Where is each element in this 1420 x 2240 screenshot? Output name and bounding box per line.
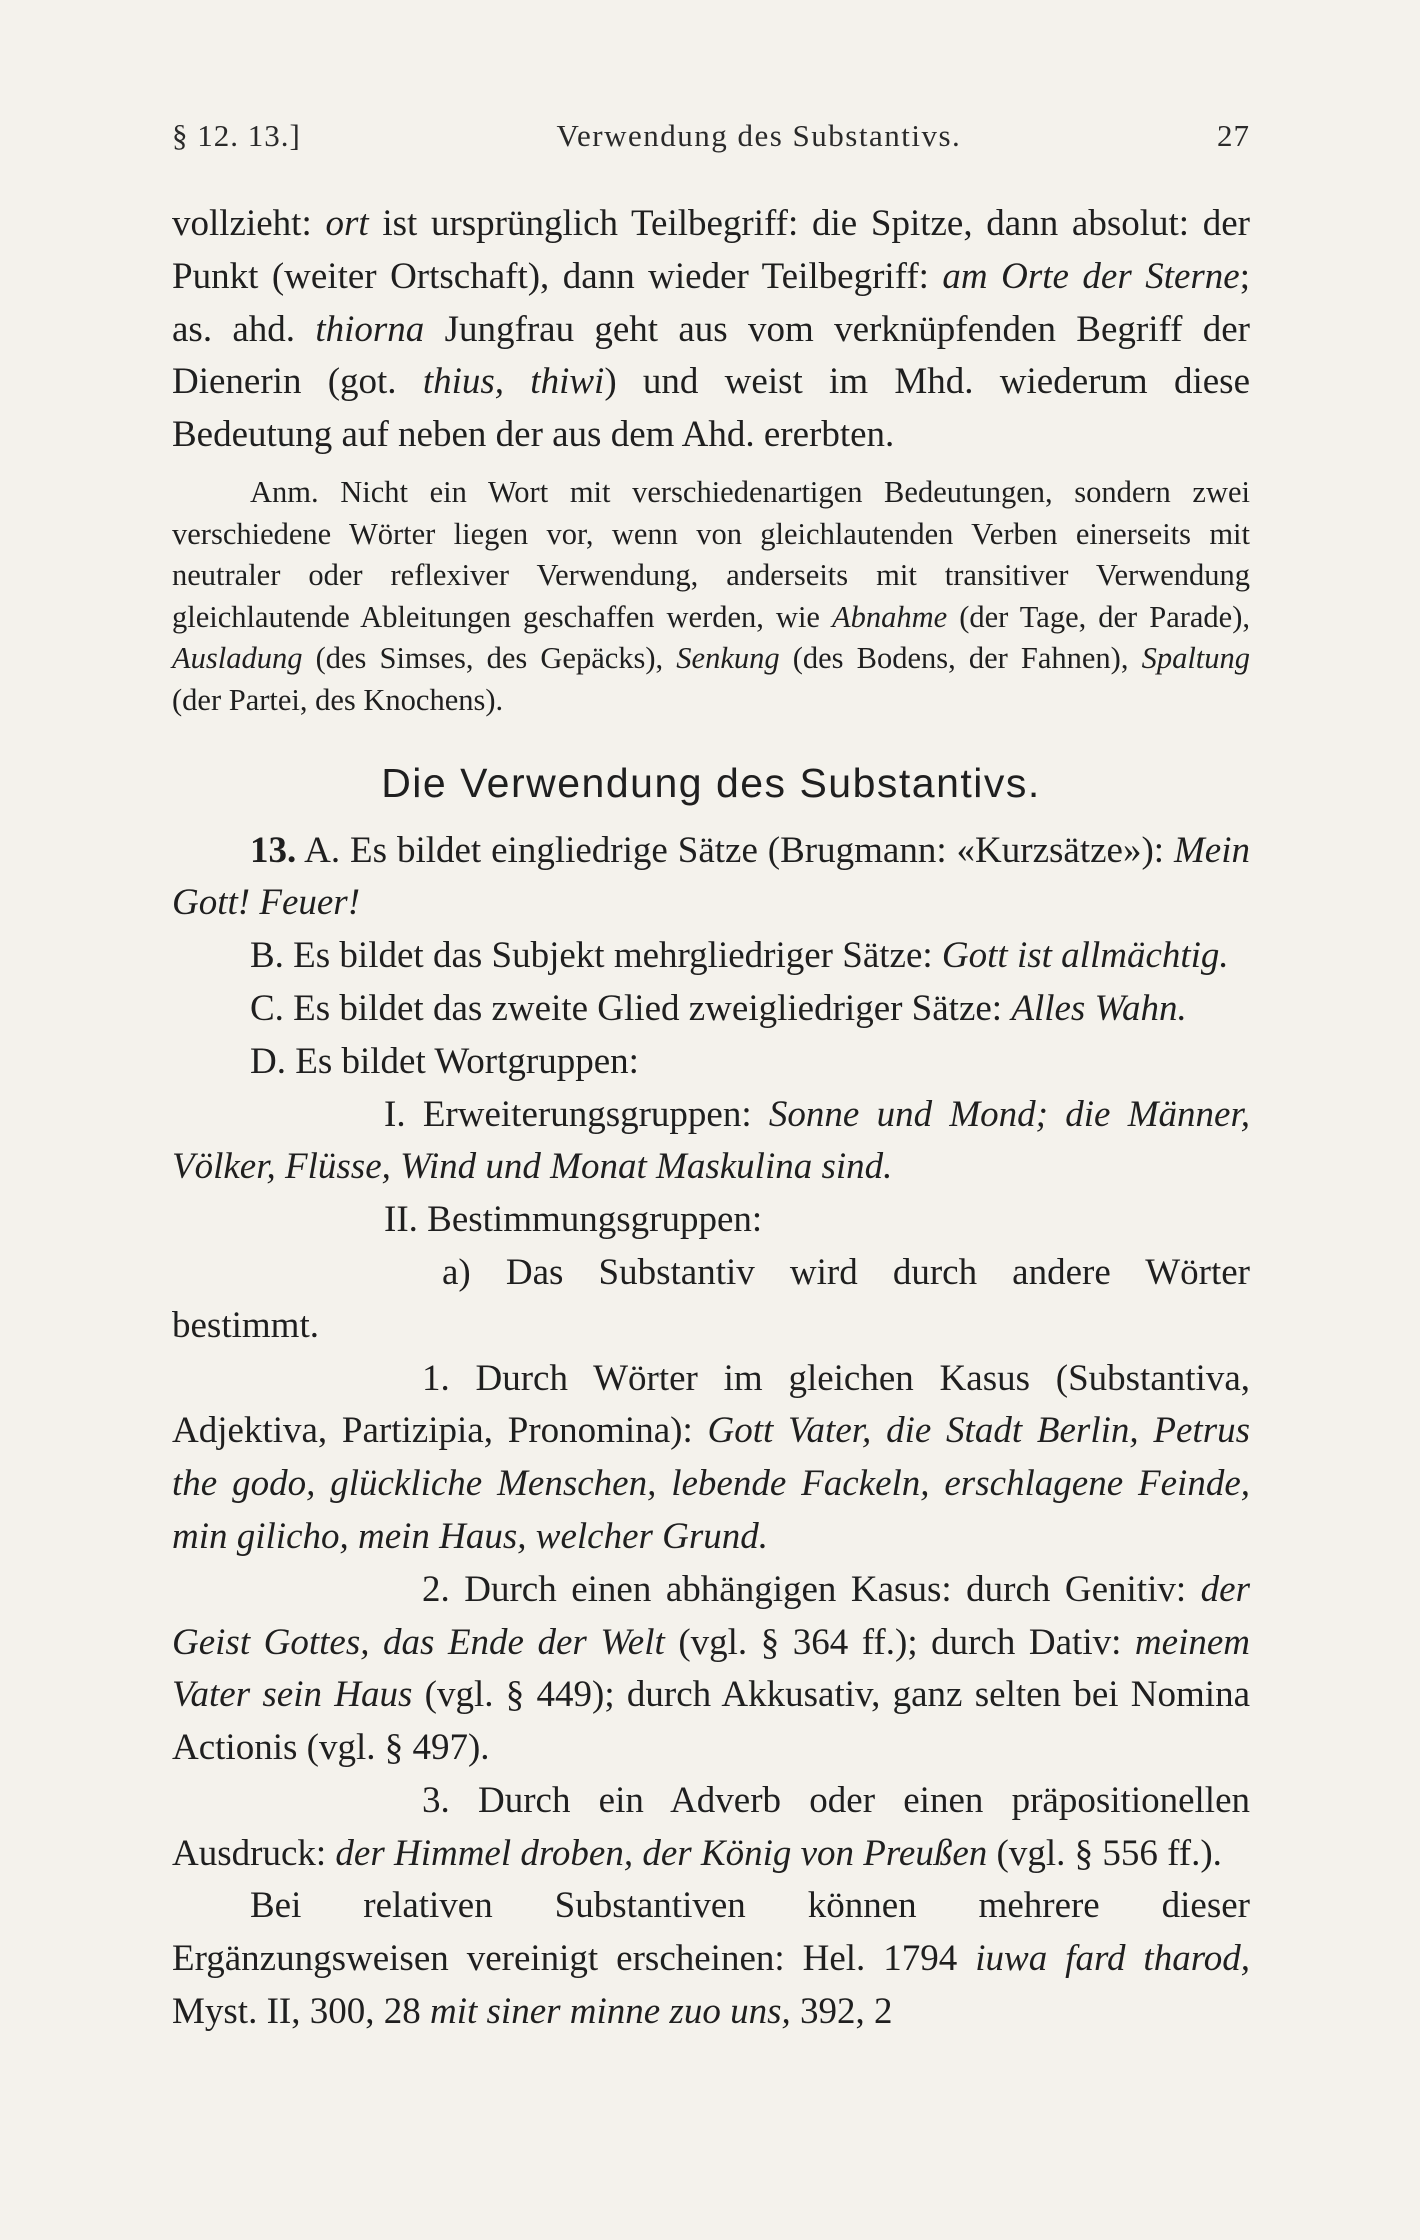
paragraph-13c: C. Es bildet das zweite Glied zweigliedriger Sätze: Alles Wahn. <box>250 987 1187 1029</box>
section-reference: § 12. 13.] <box>172 118 301 153</box>
running-title: Verwendung des Substantivs. <box>556 118 962 153</box>
section-heading: Die Verwendung des Substantivs. <box>381 759 1041 806</box>
annotation-note: Anm. Nicht ein Wort mit verschiedenartigen Bedeutungen, sondern zwei verschiedene Wörter liegen vor, wenn von gleichlautenden Verben einerseits mit neutraler oder reflexiver Verwendung, anderseits mit transitiver Verwendung gleichlautende Ableitungen geschaffen werden, wie Abnahme (der Tage, der Parade), Ausladung (des Simses, des Gepäcks), Senkung (des Bodens, der Fahnen), Spaltung (der Partei, des Knochens). <box>172 474 1251 717</box>
section-number: 13. <box>250 829 297 871</box>
paragraph-13a: 13. A. Es bildet eingliedrige Sätze (Brugmann: «Kurzsätze»): Mein Gott! Feuer! <box>172 829 1250 924</box>
paragraph-13d: D. Es bildet Wortgruppen: <box>250 1040 639 1082</box>
book-page <box>172 118 1250 2039</box>
running-header <box>172 118 1250 154</box>
paragraph-13d-ii-a-1: 1. Durch Wörter im gleichen Kasus (Substantiva, Adjektiva, Partizipia, Pronomina): Gott Vater, die Stadt Berlin, Petrus the godo, glückliche Menschen, lebende Fackeln, erschlagene Feinde, min gilicho, mein Haus, welcher Grund. <box>172 1357 1251 1557</box>
paragraph-13d-ii-a-3: 3. Durch ein Adverb oder einen präpositionellen Ausdruck: der Himmel droben, der König von Preußen (vgl. § 556 ff.). <box>172 1779 1250 1874</box>
paragraph-continuation: vollzieht: ort ist ursprünglich Teilbegriff: die Spitze, dann absolut: der Punkt (weiter Ortschaft), dann wieder Teilbegriff: am Orte der Sterne; as. ahd. thiorna Jungfrau geht aus vom verknüpfenden Begriff der Dienerin (got. thius, thiwi) und weist im Mhd. wiederum diese Bedeutung auf neben der aus dem Ahd. ererbten. <box>172 203 1251 456</box>
paragraph-13b: B. Es bildet das Subjekt mehrgliedriger Sätze: Gott ist allmächtig. <box>250 935 1229 977</box>
paragraph-13d-i: I. Erweiterungsgruppen: Sonne und Mond; die Männer, Völker, Flüsse, Wind und Monat Maskulina sind. <box>172 1093 1250 1188</box>
paragraph-relative-substantives: Bei relativen Substantiven können mehrere dieser Ergänzungsweisen vereinigt erscheinen: Hel. 1794 iuwa fard tharod, Myst. II, 300, 28 mit siner minne zuo uns, 392, 2 <box>172 1885 1250 2033</box>
paragraph-13d-ii-a: a) Das Substantiv wird durch andere Wörter bestimmt. <box>172 1251 1250 1346</box>
paragraph-13d-ii: II. Bestimmungsgruppen: <box>384 1199 763 1241</box>
paragraph-13d-ii-a-2: 2. Durch einen abhängigen Kasus: durch Genitiv: der Geist Gottes, das Ende der Welt (vgl. § 364 ff.); durch Dativ: meinem Vater sein Haus (vgl. § 449); durch Akkusativ, ganz selten bei Nomina Actionis (vgl. § 497). <box>172 1568 1250 1769</box>
page-number: 27 <box>1217 118 1250 153</box>
